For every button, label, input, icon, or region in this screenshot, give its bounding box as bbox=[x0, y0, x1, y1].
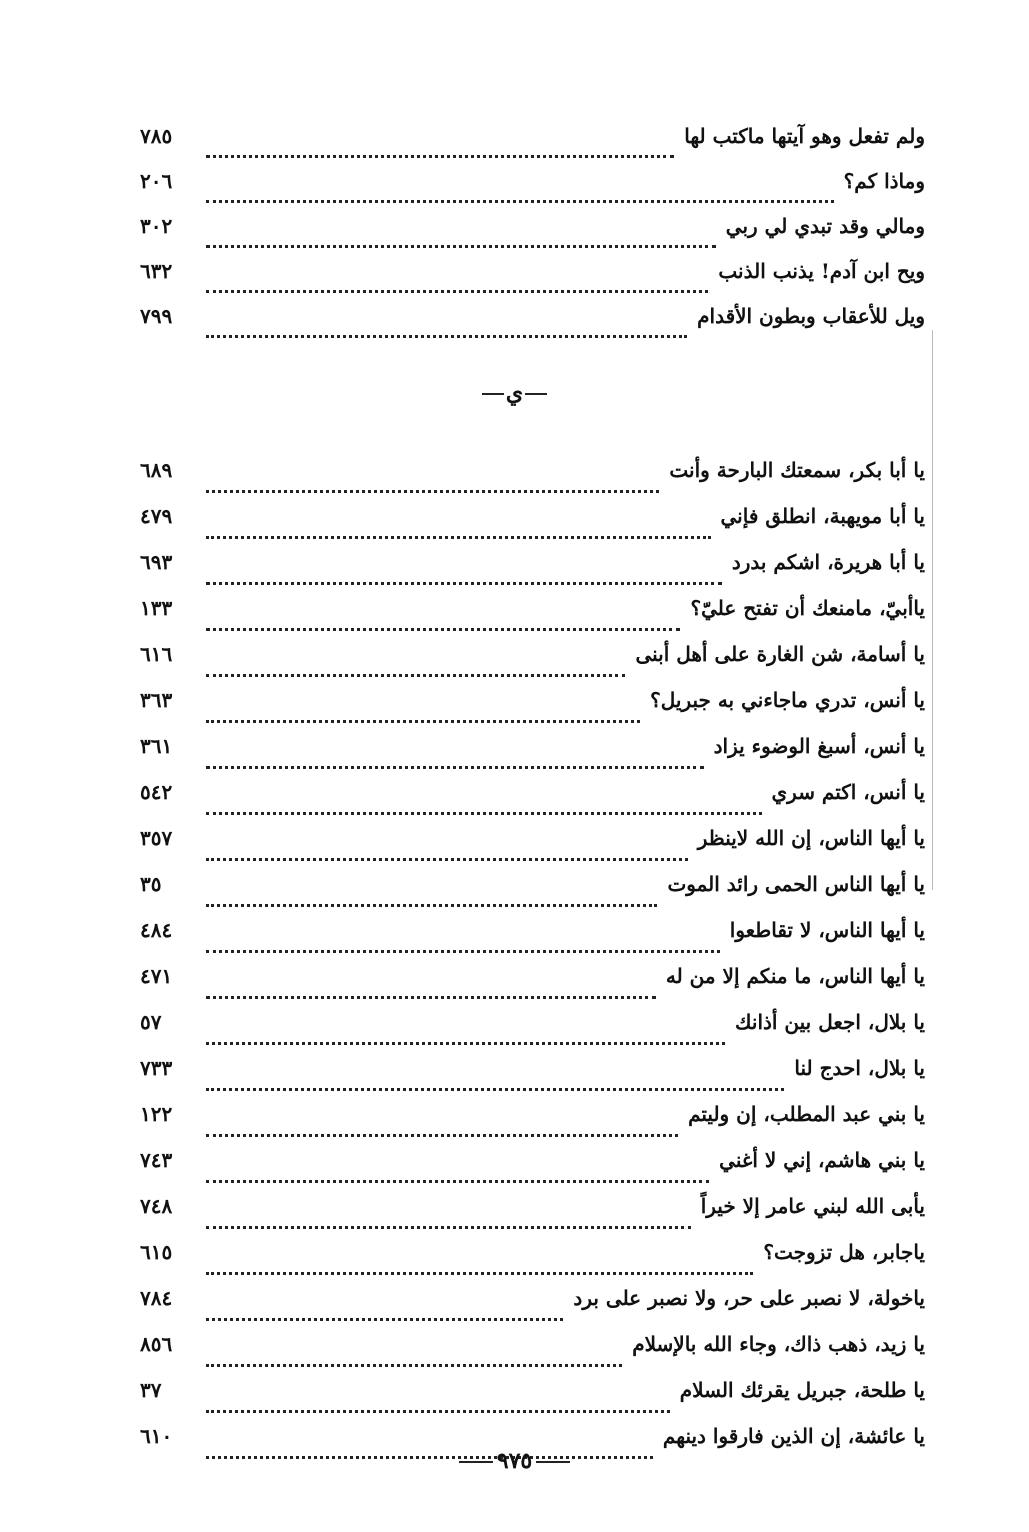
dot-leader bbox=[206, 143, 674, 158]
dot-leader bbox=[206, 1076, 784, 1091]
entry-page: ٤٨٤ bbox=[140, 918, 173, 942]
entry-text: يأبى الله لبني عامر إلا خيراً bbox=[700, 1194, 925, 1218]
entry-text: يا أنس، أسبغ الوضوء يزاد bbox=[713, 734, 925, 758]
index-entry bbox=[140, 550, 925, 596]
entry-page: ٧٩٩ bbox=[140, 304, 173, 328]
index-entry bbox=[140, 1194, 925, 1240]
dot-leader bbox=[206, 1122, 678, 1137]
index-entry bbox=[140, 1010, 925, 1056]
entry-page: ٧٤٣ bbox=[140, 1148, 173, 1172]
entry-page: ٥٧ bbox=[140, 1010, 162, 1034]
dot-leader bbox=[206, 1306, 563, 1321]
dot-leader bbox=[206, 1214, 691, 1229]
entry-page: ٧٨٥ bbox=[140, 124, 173, 148]
page-footer bbox=[0, 1448, 1029, 1474]
dot-leader bbox=[206, 233, 716, 248]
index-entry bbox=[140, 458, 925, 504]
entry-text: ولم تفعل وهو آيتها ماكتب لها bbox=[684, 124, 925, 148]
dot-leader bbox=[206, 524, 711, 539]
dot-leader bbox=[206, 1168, 709, 1183]
entry-text: يا أيها الناس، ما منكم إلا من له bbox=[665, 964, 925, 988]
page-number: ٩٧٥ bbox=[496, 1448, 533, 1474]
index-entry bbox=[140, 214, 925, 259]
entry-text: ياخولة، لا نصبر على حر، ولا نصبر على برد bbox=[573, 1286, 925, 1310]
entry-text: يا بلال، اجعل بين أذانك bbox=[735, 1010, 925, 1034]
dot-leader bbox=[206, 278, 708, 293]
entry-text: ومالي وقد تبدي لي ربي bbox=[725, 214, 925, 238]
dot-leader bbox=[206, 892, 657, 907]
entry-text: يا أبا هريرة، اشكم بدرد bbox=[731, 550, 925, 574]
entry-page: ١٢٢ bbox=[140, 1102, 173, 1126]
dot-leader bbox=[206, 616, 680, 631]
entry-text: يا أنس، اكتم سري bbox=[771, 780, 925, 804]
index-entry bbox=[140, 1102, 925, 1148]
entry-page: ٦١٥ bbox=[140, 1240, 173, 1264]
entry-page: ٤٧١ bbox=[140, 964, 173, 988]
entry-text: يا عائشة، إن الذين فارقوا دينهم bbox=[662, 1424, 925, 1448]
section-heading bbox=[0, 380, 1029, 406]
section-letter: ي bbox=[505, 380, 524, 406]
heading-dash bbox=[482, 393, 504, 395]
index-entry bbox=[140, 304, 925, 349]
dot-leader bbox=[206, 846, 688, 861]
dot-leader bbox=[206, 662, 625, 677]
dot-leader bbox=[206, 478, 659, 493]
index-entry bbox=[140, 1056, 925, 1102]
dot-leader bbox=[206, 188, 834, 203]
footer-dash bbox=[459, 1461, 493, 1463]
entry-page: ٥٤٢ bbox=[140, 780, 173, 804]
index-list-waw bbox=[140, 124, 925, 349]
entry-text: يا أسامة، شن الغارة على أهل أبنى bbox=[635, 642, 925, 666]
entry-text: ويل للأعقاب وبطون الأقدام bbox=[697, 304, 925, 328]
entry-page: ٦٣٢ bbox=[140, 259, 173, 283]
entry-text: يا بلال، احدج لنا bbox=[794, 1056, 925, 1080]
entry-text: يا بني عبد المطلب، إن وليتم bbox=[688, 1102, 925, 1126]
dot-leader bbox=[206, 570, 722, 585]
index-entry bbox=[140, 918, 925, 964]
entry-text: يا بني هاشم، إني لا أغني bbox=[719, 1148, 925, 1172]
index-list-ya bbox=[140, 458, 925, 1470]
entry-page: ١٣٣ bbox=[140, 596, 173, 620]
dot-leader bbox=[206, 1260, 753, 1275]
index-entry bbox=[140, 124, 925, 169]
entry-page: ٣٦٣ bbox=[140, 688, 173, 712]
index-entry bbox=[140, 734, 925, 780]
entry-text: يا طلحة، جبريل يقرئك السلام bbox=[679, 1378, 925, 1402]
entry-page: ٧٤٨ bbox=[140, 1194, 173, 1218]
entry-text: يا أيها الناس، إن الله لاينظر bbox=[697, 826, 925, 850]
index-entry bbox=[140, 1240, 925, 1286]
entry-page: ٣٠٢ bbox=[140, 214, 173, 238]
dot-leader bbox=[206, 708, 640, 723]
index-entry bbox=[140, 259, 925, 304]
index-entry bbox=[140, 504, 925, 550]
index-entry bbox=[140, 1332, 925, 1378]
heading-dash bbox=[525, 393, 547, 395]
index-entry bbox=[140, 596, 925, 642]
entry-page: ٦٨٩ bbox=[140, 458, 173, 482]
entry-page: ٧٣٣ bbox=[140, 1056, 173, 1080]
dot-leader bbox=[206, 984, 656, 999]
entry-text: يا زيد، ذهب ذاك، وجاء الله بالإسلام bbox=[632, 1332, 925, 1356]
index-entry bbox=[140, 1148, 925, 1194]
index-entry bbox=[140, 642, 925, 688]
entry-page: ٣٥٧ bbox=[140, 826, 173, 850]
entry-text: وماذا كم؟ bbox=[843, 169, 925, 193]
footer-dash bbox=[536, 1461, 570, 1463]
index-entry bbox=[140, 780, 925, 826]
entry-page: ٣٧ bbox=[140, 1378, 162, 1402]
index-entry bbox=[140, 1286, 925, 1332]
margin-rule bbox=[932, 330, 933, 890]
entry-text: يا أيها الناس، لا تقاطعوا bbox=[729, 918, 925, 942]
entry-text: ويح ابن آدم! يذنب الذنب bbox=[718, 259, 925, 283]
index-entry bbox=[140, 826, 925, 872]
entry-text: ياأبيّ، مامنعك أن تفتح عليّ؟ bbox=[690, 596, 925, 620]
dot-leader bbox=[206, 323, 687, 338]
dot-leader bbox=[206, 938, 720, 953]
entry-text: يا أبا مويهبة، انطلق فإني bbox=[720, 504, 925, 528]
dot-leader bbox=[206, 1030, 725, 1045]
index-entry bbox=[140, 688, 925, 734]
dot-leader bbox=[206, 1352, 622, 1367]
entry-page: ٣٥ bbox=[140, 872, 162, 896]
entry-text: يا أبا بكر، سمعتك البارحة وأنت bbox=[669, 458, 925, 482]
index-entry bbox=[140, 1378, 925, 1424]
dot-leader bbox=[206, 754, 704, 769]
entry-text: يا أيها الناس الحمى رائد الموت bbox=[667, 872, 925, 896]
entry-page: ٢٠٦ bbox=[140, 169, 173, 193]
index-entry bbox=[140, 964, 925, 1010]
entry-page: ٦١٦ bbox=[140, 642, 173, 666]
dot-leader bbox=[206, 1398, 670, 1413]
entry-page: ٦٩٣ bbox=[140, 550, 173, 574]
index-entry bbox=[140, 169, 925, 214]
entry-page: ٣٦١ bbox=[140, 734, 173, 758]
entry-page: ٧٨٤ bbox=[140, 1286, 173, 1310]
entry-text: ياجابر، هل تزوجت؟ bbox=[763, 1240, 925, 1264]
entry-page: ٤٧٩ bbox=[140, 504, 173, 528]
entry-page: ٦١٠ bbox=[140, 1424, 173, 1448]
index-entry bbox=[140, 872, 925, 918]
entry-page: ٨٥٦ bbox=[140, 1332, 173, 1356]
entry-text: يا أنس، تدري ماجاءني به جبريل؟ bbox=[650, 688, 925, 712]
dot-leader bbox=[206, 800, 762, 815]
